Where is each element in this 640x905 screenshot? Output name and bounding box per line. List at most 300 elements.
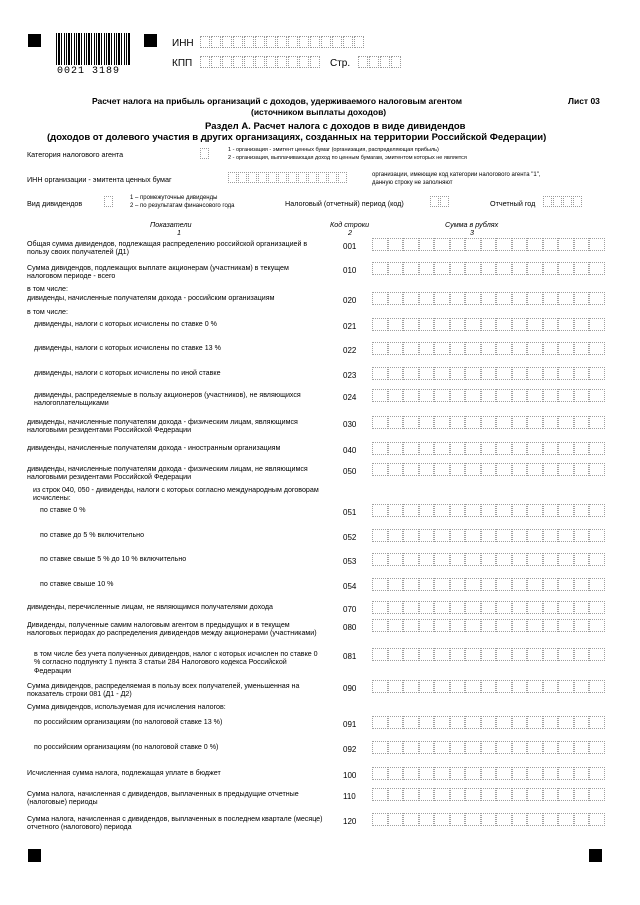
amount-cell[interactable] <box>450 318 466 331</box>
row-040-amount-field[interactable] <box>372 442 605 455</box>
amount-cell[interactable] <box>589 529 605 542</box>
amount-cell[interactable] <box>388 716 404 729</box>
amount-cell[interactable] <box>512 463 528 476</box>
kpp-field[interactable] <box>200 56 321 68</box>
amount-cell[interactable] <box>465 442 481 455</box>
amount-cell[interactable] <box>558 648 574 661</box>
amount-cell[interactable] <box>465 416 481 429</box>
amount-cell[interactable] <box>527 389 543 402</box>
amount-cell[interactable] <box>543 367 559 380</box>
amount-cell[interactable] <box>589 716 605 729</box>
amount-cell[interactable] <box>481 741 497 754</box>
amount-cell[interactable] <box>450 788 466 801</box>
amount-cell[interactable] <box>481 463 497 476</box>
amount-cell[interactable] <box>388 813 404 826</box>
amount-cell[interactable] <box>496 716 512 729</box>
amount-cell[interactable] <box>450 648 466 661</box>
amount-cell[interactable] <box>465 680 481 693</box>
amount-cell[interactable] <box>527 367 543 380</box>
amount-cell[interactable] <box>512 619 528 632</box>
amount-cell[interactable] <box>465 578 481 591</box>
amount-cell[interactable] <box>527 578 543 591</box>
amount-cell[interactable] <box>512 238 528 251</box>
amount-cell[interactable] <box>403 463 419 476</box>
amount-cell[interactable] <box>403 619 419 632</box>
amount-cell[interactable] <box>496 416 512 429</box>
amount-cell[interactable] <box>481 416 497 429</box>
amount-cell[interactable] <box>419 767 435 780</box>
amount-cell[interactable] <box>558 680 574 693</box>
amount-cell[interactable] <box>450 367 466 380</box>
amount-cell[interactable] <box>465 741 481 754</box>
amount-cell[interactable] <box>450 342 466 355</box>
amount-cell[interactable] <box>403 238 419 251</box>
amount-cell[interactable] <box>481 529 497 542</box>
amount-cell[interactable] <box>419 619 435 632</box>
amount-cell[interactable] <box>434 716 450 729</box>
amount-cell[interactable] <box>419 601 435 614</box>
row-051-amount-field[interactable] <box>372 504 605 517</box>
amount-cell[interactable] <box>403 813 419 826</box>
amount-cell[interactable] <box>434 292 450 305</box>
amount-cell[interactable] <box>419 342 435 355</box>
amount-cell[interactable] <box>512 601 528 614</box>
amount-cell[interactable] <box>481 601 497 614</box>
row-053-amount-field[interactable] <box>372 553 605 566</box>
amount-cell[interactable] <box>496 389 512 402</box>
amount-cell[interactable] <box>465 788 481 801</box>
amount-cell[interactable] <box>558 601 574 614</box>
amount-cell[interactable] <box>372 619 388 632</box>
row-024-amount-field[interactable] <box>372 389 605 402</box>
amount-cell[interactable] <box>419 680 435 693</box>
amount-cell[interactable] <box>589 553 605 566</box>
amount-cell[interactable] <box>574 367 590 380</box>
period-field[interactable] <box>430 196 450 207</box>
amount-cell[interactable] <box>419 648 435 661</box>
amount-cell[interactable] <box>558 788 574 801</box>
amount-cell[interactable] <box>465 648 481 661</box>
amount-cell[interactable] <box>589 238 605 251</box>
amount-cell[interactable] <box>372 504 388 517</box>
amount-cell[interactable] <box>434 389 450 402</box>
amount-cell[interactable] <box>372 342 388 355</box>
issuer-inn-field[interactable] <box>228 172 348 183</box>
amount-cell[interactable] <box>543 416 559 429</box>
amount-cell[interactable] <box>388 619 404 632</box>
amount-cell[interactable] <box>481 619 497 632</box>
amount-cell[interactable] <box>574 238 590 251</box>
amount-cell[interactable] <box>574 553 590 566</box>
amount-cell[interactable] <box>434 788 450 801</box>
amount-cell[interactable] <box>527 788 543 801</box>
amount-cell[interactable] <box>465 318 481 331</box>
amount-cell[interactable] <box>403 716 419 729</box>
amount-cell[interactable] <box>450 416 466 429</box>
amount-cell[interactable] <box>450 813 466 826</box>
amount-cell[interactable] <box>403 553 419 566</box>
amount-cell[interactable] <box>388 504 404 517</box>
amount-cell[interactable] <box>403 342 419 355</box>
amount-cell[interactable] <box>589 389 605 402</box>
amount-cell[interactable] <box>574 529 590 542</box>
row-050-amount-field[interactable] <box>372 463 605 476</box>
row-022-amount-field[interactable] <box>372 342 605 355</box>
amount-cell[interactable] <box>372 442 388 455</box>
amount-cell[interactable] <box>434 601 450 614</box>
amount-cell[interactable] <box>543 553 559 566</box>
amount-cell[interactable] <box>512 529 528 542</box>
amount-cell[interactable] <box>543 767 559 780</box>
row-052-amount-field[interactable] <box>372 529 605 542</box>
amount-cell[interactable] <box>434 813 450 826</box>
amount-cell[interactable] <box>512 442 528 455</box>
amount-cell[interactable] <box>372 716 388 729</box>
row-023-amount-field[interactable] <box>372 367 605 380</box>
amount-cell[interactable] <box>388 389 404 402</box>
amount-cell[interactable] <box>403 367 419 380</box>
amount-cell[interactable] <box>372 813 388 826</box>
amount-cell[interactable] <box>558 442 574 455</box>
amount-cell[interactable] <box>512 367 528 380</box>
amount-cell[interactable] <box>434 367 450 380</box>
amount-cell[interactable] <box>574 578 590 591</box>
amount-cell[interactable] <box>512 716 528 729</box>
amount-cell[interactable] <box>450 601 466 614</box>
amount-cell[interactable] <box>512 553 528 566</box>
amount-cell[interactable] <box>450 463 466 476</box>
amount-cell[interactable] <box>589 367 605 380</box>
amount-cell[interactable] <box>543 648 559 661</box>
amount-cell[interactable] <box>434 648 450 661</box>
amount-cell[interactable] <box>574 389 590 402</box>
amount-cell[interactable] <box>543 619 559 632</box>
amount-cell[interactable] <box>589 788 605 801</box>
amount-cell[interactable] <box>372 788 388 801</box>
amount-cell[interactable] <box>450 238 466 251</box>
category-field[interactable] <box>200 148 210 159</box>
amount-cell[interactable] <box>574 716 590 729</box>
amount-cell[interactable] <box>372 238 388 251</box>
amount-cell[interactable] <box>388 238 404 251</box>
amount-cell[interactable] <box>419 416 435 429</box>
amount-cell[interactable] <box>512 318 528 331</box>
amount-cell[interactable] <box>434 680 450 693</box>
amount-cell[interactable] <box>419 442 435 455</box>
amount-cell[interactable] <box>419 238 435 251</box>
amount-cell[interactable] <box>419 504 435 517</box>
amount-cell[interactable] <box>403 578 419 591</box>
amount-cell[interactable] <box>512 292 528 305</box>
amount-cell[interactable] <box>481 292 497 305</box>
amount-cell[interactable] <box>434 262 450 275</box>
amount-cell[interactable] <box>496 648 512 661</box>
amount-cell[interactable] <box>388 529 404 542</box>
amount-cell[interactable] <box>481 648 497 661</box>
amount-cell[interactable] <box>589 318 605 331</box>
amount-cell[interactable] <box>450 680 466 693</box>
amount-cell[interactable] <box>527 767 543 780</box>
amount-cell[interactable] <box>403 529 419 542</box>
amount-cell[interactable] <box>419 578 435 591</box>
amount-cell[interactable] <box>589 292 605 305</box>
amount-cell[interactable] <box>543 578 559 591</box>
amount-cell[interactable] <box>419 741 435 754</box>
amount-cell[interactable] <box>388 648 404 661</box>
amount-cell[interactable] <box>465 813 481 826</box>
amount-cell[interactable] <box>481 813 497 826</box>
amount-cell[interactable] <box>589 463 605 476</box>
amount-cell[interactable] <box>372 367 388 380</box>
amount-cell[interactable] <box>419 813 435 826</box>
amount-cell[interactable] <box>496 504 512 517</box>
amount-cell[interactable] <box>465 619 481 632</box>
amount-cell[interactable] <box>388 601 404 614</box>
row-100-amount-field[interactable] <box>372 767 605 780</box>
amount-cell[interactable] <box>388 318 404 331</box>
amount-cell[interactable] <box>558 767 574 780</box>
amount-cell[interactable] <box>527 619 543 632</box>
amount-cell[interactable] <box>465 553 481 566</box>
amount-cell[interactable] <box>589 578 605 591</box>
amount-cell[interactable] <box>496 529 512 542</box>
amount-cell[interactable] <box>558 292 574 305</box>
amount-cell[interactable] <box>372 578 388 591</box>
amount-cell[interactable] <box>372 680 388 693</box>
amount-cell[interactable] <box>434 342 450 355</box>
amount-cell[interactable] <box>558 813 574 826</box>
amount-cell[interactable] <box>543 741 559 754</box>
amount-cell[interactable] <box>496 342 512 355</box>
amount-cell[interactable] <box>496 680 512 693</box>
amount-cell[interactable] <box>558 553 574 566</box>
row-020-amount-field[interactable] <box>372 292 605 305</box>
amount-cell[interactable] <box>574 262 590 275</box>
dividend-type-field[interactable] <box>104 196 114 207</box>
amount-cell[interactable] <box>527 463 543 476</box>
amount-cell[interactable] <box>496 767 512 780</box>
amount-cell[interactable] <box>543 238 559 251</box>
amount-cell[interactable] <box>589 442 605 455</box>
amount-cell[interactable] <box>512 648 528 661</box>
amount-cell[interactable] <box>512 788 528 801</box>
amount-cell[interactable] <box>481 680 497 693</box>
amount-cell[interactable] <box>527 529 543 542</box>
amount-cell[interactable] <box>434 238 450 251</box>
amount-cell[interactable] <box>419 716 435 729</box>
inn-field[interactable] <box>200 36 365 48</box>
amount-cell[interactable] <box>450 741 466 754</box>
amount-cell[interactable] <box>403 741 419 754</box>
amount-cell[interactable] <box>527 813 543 826</box>
amount-cell[interactable] <box>388 367 404 380</box>
amount-cell[interactable] <box>450 504 466 517</box>
row-001-amount-field[interactable] <box>372 238 605 251</box>
amount-cell[interactable] <box>403 767 419 780</box>
amount-cell[interactable] <box>465 601 481 614</box>
row-010-amount-field[interactable] <box>372 262 605 275</box>
row-120-amount-field[interactable] <box>372 813 605 826</box>
row-070-amount-field[interactable] <box>372 601 605 614</box>
amount-cell[interactable] <box>574 342 590 355</box>
amount-cell[interactable] <box>496 238 512 251</box>
amount-cell[interactable] <box>465 463 481 476</box>
amount-cell[interactable] <box>527 262 543 275</box>
amount-cell[interactable] <box>450 716 466 729</box>
amount-cell[interactable] <box>450 553 466 566</box>
amount-cell[interactable] <box>372 529 388 542</box>
amount-cell[interactable] <box>372 741 388 754</box>
amount-cell[interactable] <box>434 318 450 331</box>
amount-cell[interactable] <box>388 262 404 275</box>
amount-cell[interactable] <box>403 292 419 305</box>
amount-cell[interactable] <box>372 767 388 780</box>
row-091-amount-field[interactable] <box>372 716 605 729</box>
amount-cell[interactable] <box>403 601 419 614</box>
amount-cell[interactable] <box>527 601 543 614</box>
amount-cell[interactable] <box>465 342 481 355</box>
amount-cell[interactable] <box>574 504 590 517</box>
amount-cell[interactable] <box>450 292 466 305</box>
amount-cell[interactable] <box>465 767 481 780</box>
page-number-field[interactable] <box>358 56 402 68</box>
amount-cell[interactable] <box>388 342 404 355</box>
amount-cell[interactable] <box>512 578 528 591</box>
amount-cell[interactable] <box>527 741 543 754</box>
amount-cell[interactable] <box>434 619 450 632</box>
amount-cell[interactable] <box>496 553 512 566</box>
amount-cell[interactable] <box>403 416 419 429</box>
amount-cell[interactable] <box>372 553 388 566</box>
amount-cell[interactable] <box>372 318 388 331</box>
amount-cell[interactable] <box>558 578 574 591</box>
amount-cell[interactable] <box>465 367 481 380</box>
amount-cell[interactable] <box>403 262 419 275</box>
amount-cell[interactable] <box>496 318 512 331</box>
amount-cell[interactable] <box>465 529 481 542</box>
amount-cell[interactable] <box>372 262 388 275</box>
amount-cell[interactable] <box>527 318 543 331</box>
amount-cell[interactable] <box>527 716 543 729</box>
amount-cell[interactable] <box>403 680 419 693</box>
row-081-amount-field[interactable] <box>372 648 605 661</box>
amount-cell[interactable] <box>496 292 512 305</box>
amount-cell[interactable] <box>543 813 559 826</box>
amount-cell[interactable] <box>388 741 404 754</box>
amount-cell[interactable] <box>496 262 512 275</box>
amount-cell[interactable] <box>388 680 404 693</box>
amount-cell[interactable] <box>434 504 450 517</box>
amount-cell[interactable] <box>465 262 481 275</box>
amount-cell[interactable] <box>589 262 605 275</box>
amount-cell[interactable] <box>558 716 574 729</box>
amount-cell[interactable] <box>574 619 590 632</box>
row-021-amount-field[interactable] <box>372 318 605 331</box>
row-090-amount-field[interactable] <box>372 680 605 693</box>
row-110-amount-field[interactable] <box>372 788 605 801</box>
amount-cell[interactable] <box>558 416 574 429</box>
amount-cell[interactable] <box>465 389 481 402</box>
amount-cell[interactable] <box>589 741 605 754</box>
amount-cell[interactable] <box>574 813 590 826</box>
amount-cell[interactable] <box>543 389 559 402</box>
amount-cell[interactable] <box>574 648 590 661</box>
amount-cell[interactable] <box>403 648 419 661</box>
amount-cell[interactable] <box>574 741 590 754</box>
row-030-amount-field[interactable] <box>372 416 605 429</box>
amount-cell[interactable] <box>419 389 435 402</box>
amount-cell[interactable] <box>481 442 497 455</box>
amount-cell[interactable] <box>434 529 450 542</box>
amount-cell[interactable] <box>543 529 559 542</box>
amount-cell[interactable] <box>512 767 528 780</box>
amount-cell[interactable] <box>481 318 497 331</box>
amount-cell[interactable] <box>589 601 605 614</box>
amount-cell[interactable] <box>481 504 497 517</box>
amount-cell[interactable] <box>543 262 559 275</box>
amount-cell[interactable] <box>372 648 388 661</box>
amount-cell[interactable] <box>403 504 419 517</box>
amount-cell[interactable] <box>527 504 543 517</box>
amount-cell[interactable] <box>589 504 605 517</box>
amount-cell[interactable] <box>589 813 605 826</box>
amount-cell[interactable] <box>388 553 404 566</box>
amount-cell[interactable] <box>481 716 497 729</box>
amount-cell[interactable] <box>527 648 543 661</box>
amount-cell[interactable] <box>388 292 404 305</box>
amount-cell[interactable] <box>496 463 512 476</box>
amount-cell[interactable] <box>527 416 543 429</box>
amount-cell[interactable] <box>481 389 497 402</box>
amount-cell[interactable] <box>512 813 528 826</box>
amount-cell[interactable] <box>372 389 388 402</box>
amount-cell[interactable] <box>388 463 404 476</box>
amount-cell[interactable] <box>450 767 466 780</box>
amount-cell[interactable] <box>496 578 512 591</box>
amount-cell[interactable] <box>403 788 419 801</box>
amount-cell[interactable] <box>574 292 590 305</box>
amount-cell[interactable] <box>558 529 574 542</box>
amount-cell[interactable] <box>419 262 435 275</box>
amount-cell[interactable] <box>372 416 388 429</box>
amount-cell[interactable] <box>589 767 605 780</box>
amount-cell[interactable] <box>558 367 574 380</box>
amount-cell[interactable] <box>372 463 388 476</box>
amount-cell[interactable] <box>481 342 497 355</box>
amount-cell[interactable] <box>543 292 559 305</box>
amount-cell[interactable] <box>419 553 435 566</box>
amount-cell[interactable] <box>434 578 450 591</box>
amount-cell[interactable] <box>388 416 404 429</box>
amount-cell[interactable] <box>558 504 574 517</box>
amount-cell[interactable] <box>434 442 450 455</box>
amount-cell[interactable] <box>543 601 559 614</box>
amount-cell[interactable] <box>434 741 450 754</box>
amount-cell[interactable] <box>512 680 528 693</box>
amount-cell[interactable] <box>388 578 404 591</box>
amount-cell[interactable] <box>512 262 528 275</box>
amount-cell[interactable] <box>543 463 559 476</box>
amount-cell[interactable] <box>388 788 404 801</box>
amount-cell[interactable] <box>558 318 574 331</box>
amount-cell[interactable] <box>419 788 435 801</box>
row-054-amount-field[interactable] <box>372 578 605 591</box>
amount-cell[interactable] <box>481 553 497 566</box>
amount-cell[interactable] <box>558 619 574 632</box>
amount-cell[interactable] <box>481 367 497 380</box>
amount-cell[interactable] <box>403 389 419 402</box>
amount-cell[interactable] <box>589 416 605 429</box>
